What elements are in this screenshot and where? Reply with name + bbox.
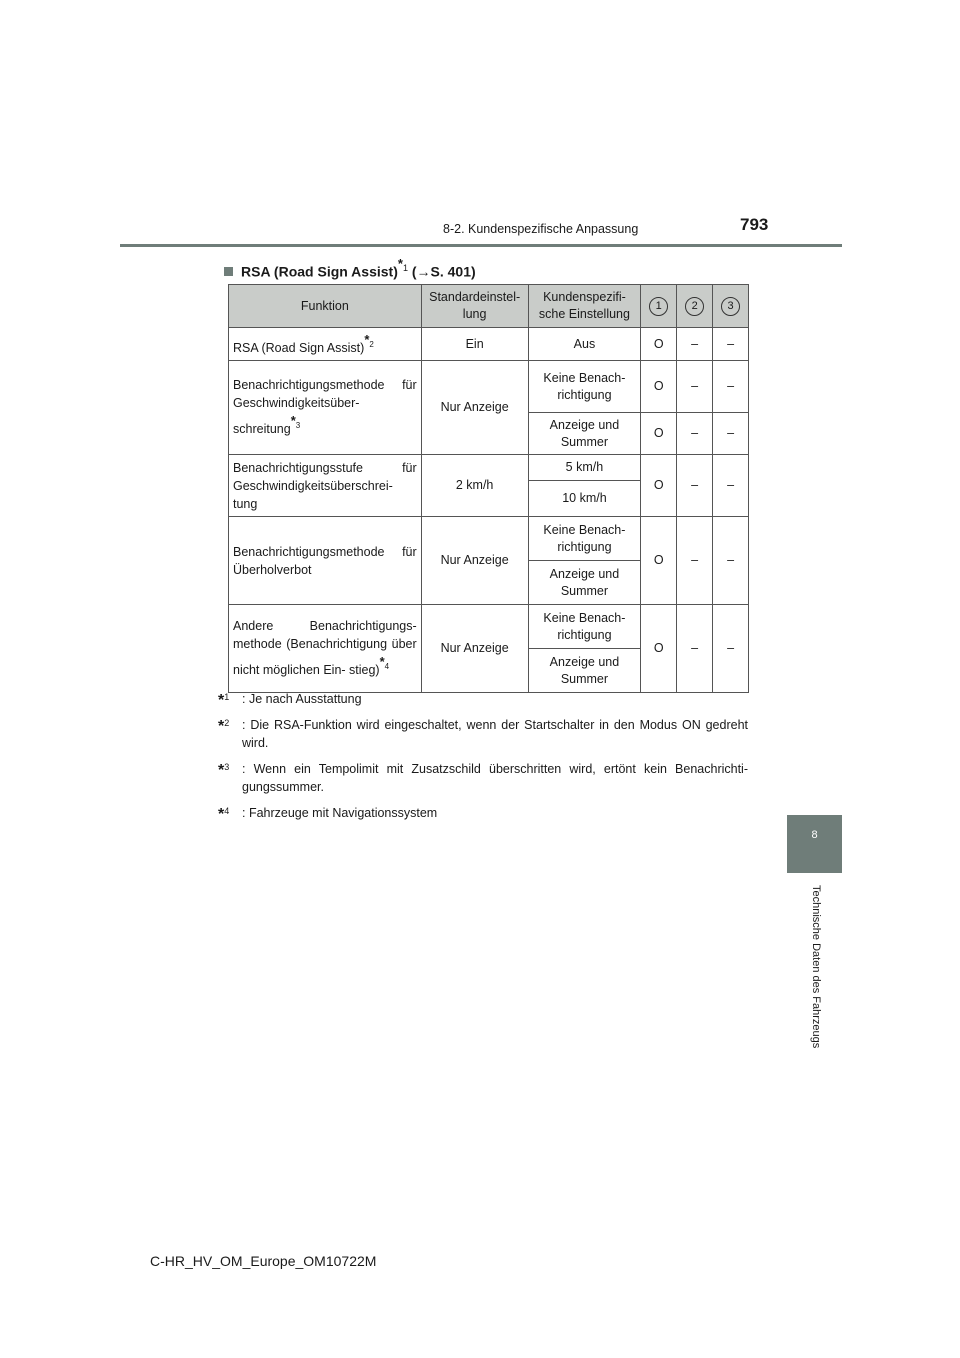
function-cell: Benachrichtigungsmethode für Geschwindigkeitsüber- schreitung$^{*3}$: [229, 361, 422, 455]
col3-cell: –: [713, 413, 749, 455]
option-cell: Keine Benach- richtigung: [528, 517, 641, 561]
footnote-item: *$^2$ : Die RSA-Funktion wird eingeschaltet, wenn der Startschalter in den Modus ON gedreht wird.: [218, 718, 748, 750]
square-bullet-icon: [224, 267, 233, 276]
footnote-item: *$^3$ : Wenn ein Tempolimit mit Zusatzschild überschritten wird, ertönt kein Benachrichti- gungssummer.: [218, 762, 748, 794]
header-col-3: [713, 285, 749, 328]
table-row: [229, 605, 749, 649]
col1-cell: O: [641, 455, 677, 517]
option-cell: Anzeige und Summer: [528, 413, 641, 455]
function-cell: RSA (Road Sign Assist)$^{*2}$: [229, 328, 422, 361]
standard-cell: Ein: [421, 328, 528, 361]
standard-cell: Nur Anzeige: [421, 361, 528, 455]
header-section-title: 8-2. Kundenspezifische Anpassung: [443, 222, 639, 236]
col3-cell: –: [713, 361, 749, 413]
document-code: C-HR_HV_OM_Europe_OM10722M: [150, 1253, 377, 1269]
col2-cell: –: [677, 605, 713, 693]
header-col-1: [641, 285, 677, 328]
chapter-title: Technische Daten des Fahrzeugs: [810, 885, 822, 1049]
option-cell: 5 km/h: [528, 455, 641, 481]
col2-cell: –: [677, 455, 713, 517]
option-cell: Anzeige und Summer: [528, 561, 641, 605]
standard-cell: 2 km/h: [421, 455, 528, 517]
table-row: [229, 361, 749, 413]
footnote-item: *$^4$ : Fahrzeuge mit Navigationssystem: [218, 806, 438, 824]
circled-number-icon: 1: [649, 297, 668, 316]
col1-cell: O: [641, 413, 677, 455]
col3-cell: –: [713, 455, 749, 517]
option-cell: Keine Benach- richtigung: [528, 605, 641, 649]
col3-cell: –: [713, 328, 749, 361]
section-title-text: RSA (Road Sign Assist): [241, 263, 398, 280]
header-funktion: Funktion: [229, 285, 422, 328]
header-col-2: [677, 285, 713, 328]
col2-cell: –: [677, 517, 713, 605]
col1-cell: O: [641, 605, 677, 693]
col1-cell: O: [641, 361, 677, 413]
footnotes: [218, 690, 748, 830]
col3-cell: –: [713, 517, 749, 605]
table-row: [229, 455, 749, 481]
standard-cell: Nur Anzeige: [421, 517, 528, 605]
table-header-row: [229, 285, 749, 328]
col1-cell: O: [641, 328, 677, 361]
col1-cell: O: [641, 517, 677, 605]
standard-cell: Nur Anzeige: [421, 605, 528, 693]
col2-cell: –: [677, 361, 713, 413]
page-number: 793: [740, 215, 769, 234]
option-cell: Aus: [528, 328, 641, 361]
footnote-item: *$^1$ : Je nach Ausstattung: [218, 692, 362, 710]
header-standard: Standardeinstel- lung: [421, 285, 528, 328]
chapter-title-vertical: [745, 885, 885, 1075]
header-divider: [120, 244, 842, 247]
circled-number-icon: 3: [721, 297, 740, 316]
function-cell: Benachrichtigungsstufe für Geschwindigkeitsüberschrei- tung: [229, 455, 422, 517]
function-cell: Benachrichtigungsmethode für Überholverbot: [229, 517, 422, 605]
chapter-number: 8: [811, 829, 818, 841]
option-cell: Keine Benach- richtigung: [528, 361, 641, 413]
col2-cell: –: [677, 413, 713, 455]
table-row: [229, 517, 749, 561]
col3-cell: –: [713, 605, 749, 693]
footnote-ref: *1: [397, 256, 408, 273]
function-cell: Andere Benachrichtigungs- methode (Benachrichtigung über nicht möglichen Ein- stieg)$^{*4}$: [229, 605, 422, 693]
circled-number-icon: 2: [685, 297, 704, 316]
option-cell: 10 km/h: [528, 481, 641, 517]
option-cell: Anzeige und Summer: [528, 649, 641, 693]
table-row: [229, 328, 749, 361]
settings-table: [228, 284, 749, 693]
chapter-tab[interactable]: [787, 815, 842, 873]
section-title: [224, 256, 476, 280]
header-custom: Kundenspezifi- sche Einstellung: [528, 285, 641, 328]
col2-cell: –: [677, 328, 713, 361]
page-reference-link[interactable]: (→S. 401): [411, 263, 476, 280]
